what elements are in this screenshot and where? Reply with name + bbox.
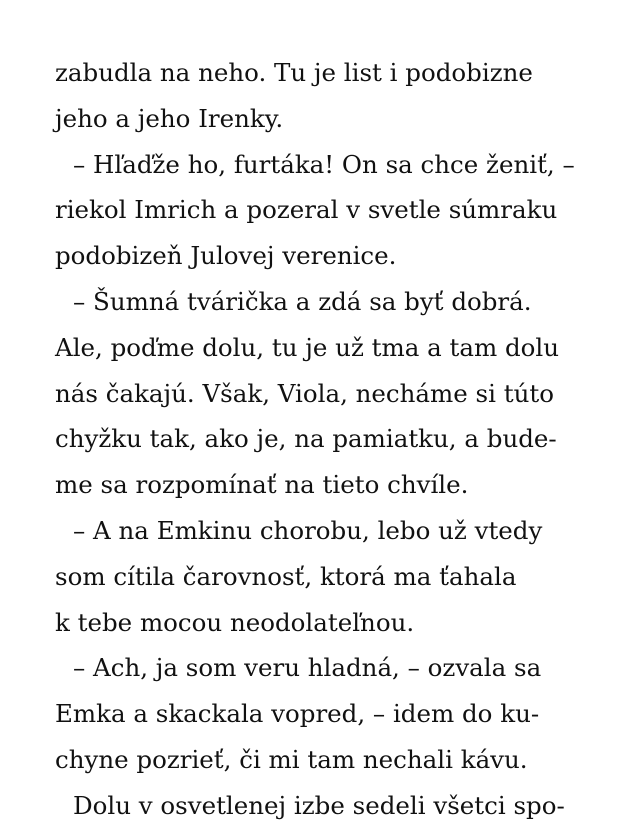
text-line: Ale, poďme dolu, tu je už tma a tam dolu <box>55 332 560 362</box>
text-line: riekol Imrich a pozeral v svetle súmraku <box>55 195 558 225</box>
text-line: – Šumná tvárička a zdá sa byť dobrá. <box>73 286 532 316</box>
text-line: jeho a jeho Irenky. <box>55 103 284 133</box>
text-line: – A na Emkinu chorobu, lebo už vtedy <box>73 515 543 545</box>
text-line: – Ach, ja som veru hladná, – ozvala sa <box>73 653 542 683</box>
text-line: – Hľaďže ho, furtáka! On sa chce ženiť, – <box>73 149 575 179</box>
text-line: Emka a skackala vopred, – idem do ku- <box>55 699 540 729</box>
text-line: chyžku tak, ako je, na pamiatku, a bude- <box>55 424 557 454</box>
text-line: zabudla na neho. Tu je list i podobizne <box>55 58 533 87</box>
text-line: som cítila čarovnosť, ktorá ma ťahala <box>55 561 517 591</box>
text-line: k tebe mocou neodolateľnou. <box>55 607 415 637</box>
text-line: podobizeň Julovej verenice. <box>55 241 397 271</box>
text-line: nás čakajú. Však, Viola, necháme si túto <box>55 378 554 408</box>
text-line: Dolu v osvetlenej izbe sedeli všetci spo- <box>73 790 565 820</box>
body-text <box>55 50 595 829</box>
text-line: me sa rozpomínať na tieto chvíle. <box>55 470 469 500</box>
text-line: chyne pozrieť, či mi tam nechali kávu. <box>55 744 528 774</box>
